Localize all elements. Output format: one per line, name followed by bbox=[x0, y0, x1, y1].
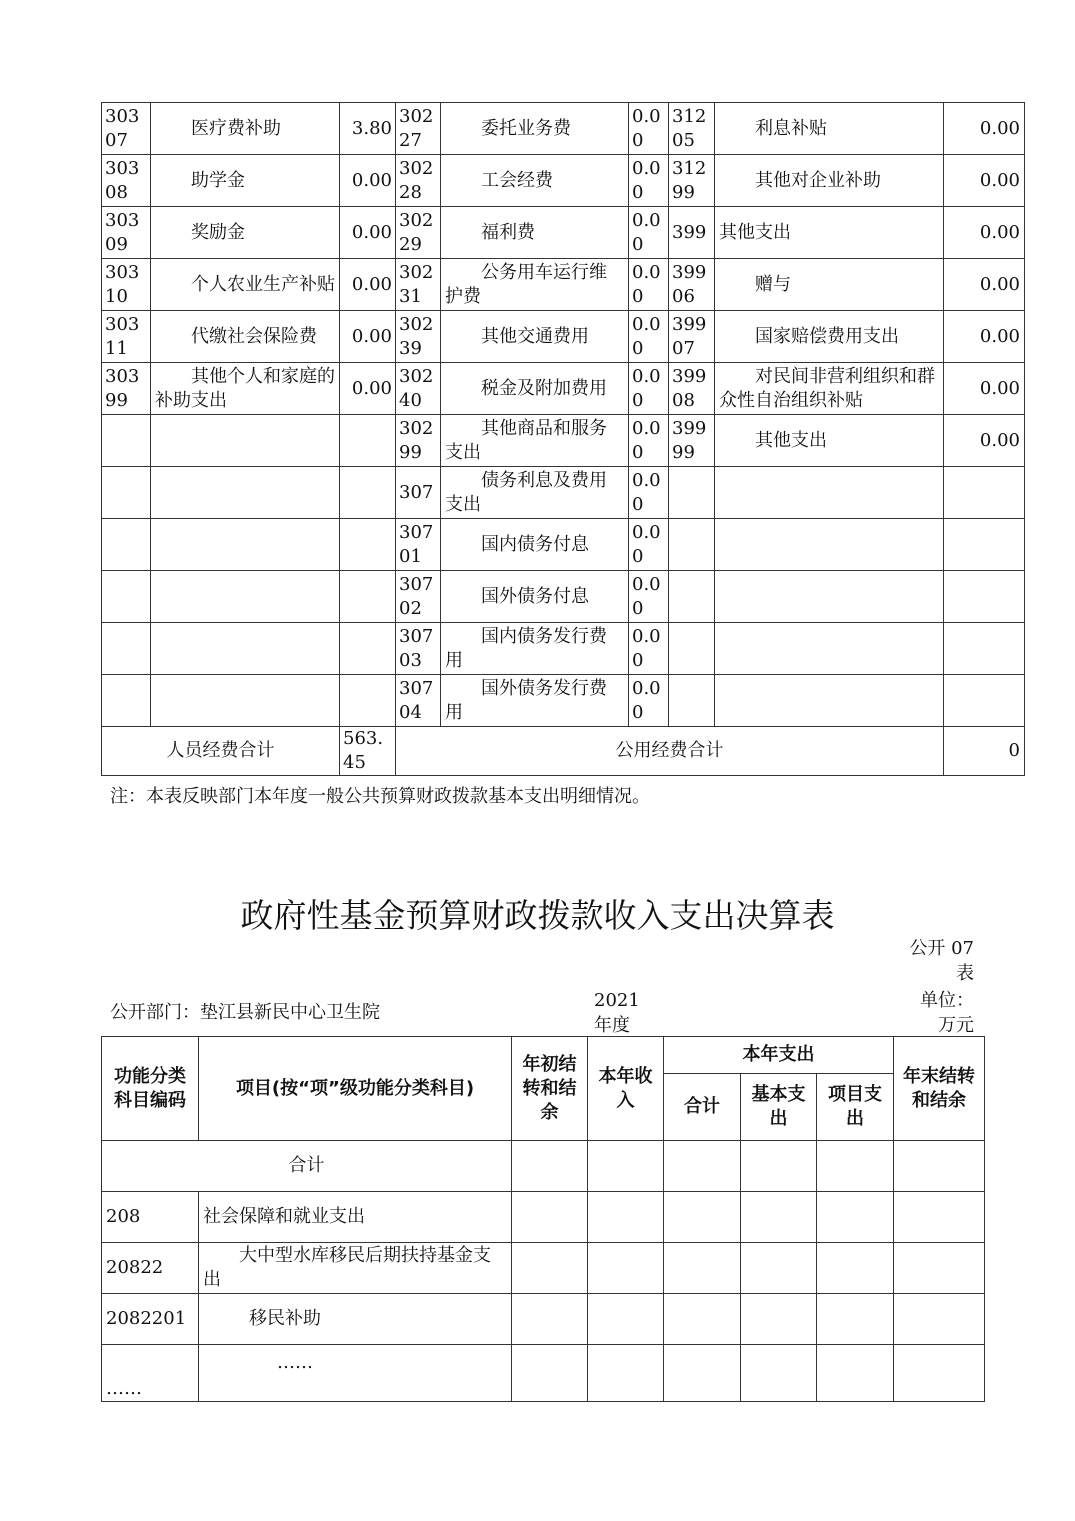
expense-code: 30309 bbox=[102, 207, 151, 259]
expense-amount: 0.00 bbox=[944, 207, 1025, 259]
header-code: 功能分类科目编码 bbox=[102, 1037, 199, 1141]
expense-amount: 0.00 bbox=[340, 311, 396, 363]
header-end: 年末结转和结余 bbox=[894, 1037, 985, 1141]
summary-row bbox=[102, 727, 1025, 776]
expense-code: 30703 bbox=[396, 623, 441, 675]
expense-amount: 0.00 bbox=[629, 155, 669, 207]
expense-code: 30311 bbox=[102, 311, 151, 363]
expense-code bbox=[102, 415, 151, 467]
expense-code: 30308 bbox=[102, 155, 151, 207]
expense-amount: 0.00 bbox=[944, 311, 1025, 363]
expense-name: 其他支出 bbox=[715, 415, 944, 467]
expense-amount: 0.00 bbox=[340, 363, 396, 415]
expense-code bbox=[669, 675, 715, 727]
expense-name: 对民间非营利组织和群众性自治组织补贴 bbox=[715, 363, 944, 415]
expense-amount: 0.00 bbox=[340, 259, 396, 311]
expense-code bbox=[102, 623, 151, 675]
function-code: 2082201 bbox=[102, 1294, 199, 1345]
expense-name bbox=[151, 467, 340, 519]
expense-amount: 0.00 bbox=[629, 415, 669, 467]
expense-amount: 0.00 bbox=[944, 155, 1025, 207]
table-row bbox=[102, 467, 1025, 519]
expense-amount: 0.00 bbox=[340, 207, 396, 259]
expense-code: 30227 bbox=[396, 103, 441, 155]
expense-name: 医疗费补助 bbox=[151, 103, 340, 155]
expense-name: 其他对企业补助 bbox=[715, 155, 944, 207]
expense-amount bbox=[944, 675, 1025, 727]
expense-code bbox=[669, 467, 715, 519]
expense-name: 公务用车运行维护费 bbox=[441, 259, 629, 311]
form-number: 公开 07 表 bbox=[909, 938, 974, 984]
table-note: 注：本表反映部门本年度一般公共预算财政拨款基本支出明细情况。 bbox=[110, 786, 650, 807]
table-row bbox=[102, 1243, 985, 1294]
expense-amount: 0.00 bbox=[629, 259, 669, 311]
public-total-label: 公用经费合计 bbox=[396, 727, 944, 776]
expense-name: 赠与 bbox=[715, 259, 944, 311]
header-income: 本年收入 bbox=[588, 1037, 664, 1141]
header-basic: 基本支出 bbox=[741, 1074, 817, 1141]
expense-name bbox=[715, 623, 944, 675]
expense-code bbox=[102, 467, 151, 519]
expense-name: 助学金 bbox=[151, 155, 340, 207]
expense-code: 30399 bbox=[102, 363, 151, 415]
header-spend: 本年支出 bbox=[664, 1037, 894, 1074]
expense-code: 39999 bbox=[669, 415, 715, 467]
table-row bbox=[102, 1345, 985, 1402]
expense-name: 国外债务发行费用 bbox=[441, 675, 629, 727]
expense-code: 30239 bbox=[396, 311, 441, 363]
expense-name bbox=[151, 571, 340, 623]
expense-amount bbox=[944, 623, 1025, 675]
expense-code: 30702 bbox=[396, 571, 441, 623]
expense-code bbox=[669, 519, 715, 571]
expense-name bbox=[715, 519, 944, 571]
expense-code: 30704 bbox=[396, 675, 441, 727]
expense-code: 30299 bbox=[396, 415, 441, 467]
table-row bbox=[102, 571, 1025, 623]
expense-code: 30231 bbox=[396, 259, 441, 311]
function-name: 大中型水库移民后期扶持基金支出 bbox=[199, 1243, 512, 1294]
expense-code bbox=[102, 571, 151, 623]
expense-code: 39907 bbox=[669, 311, 715, 363]
personnel-total-label: 人员经费合计 bbox=[102, 727, 340, 776]
expense-amount: 0.00 bbox=[629, 311, 669, 363]
expense-name: 其他个人和家庭的补助支出 bbox=[151, 363, 340, 415]
page-title: 政府性基金预算财政拨款收入支出决算表 bbox=[240, 896, 835, 935]
expense-amount: 0.00 bbox=[629, 571, 669, 623]
expense-amount: 0.00 bbox=[629, 207, 669, 259]
basic-expenditure-table bbox=[101, 102, 1025, 776]
expense-amount bbox=[340, 571, 396, 623]
expense-name: 工会经费 bbox=[441, 155, 629, 207]
expense-amount: 3.80 bbox=[340, 103, 396, 155]
expense-amount: 0.00 bbox=[944, 259, 1025, 311]
expense-name: 国家赔偿费用支出 bbox=[715, 311, 944, 363]
expense-amount: 0.00 bbox=[629, 519, 669, 571]
expense-amount: 0.00 bbox=[629, 675, 669, 727]
expense-amount: 0.00 bbox=[629, 467, 669, 519]
expense-amount: 0.00 bbox=[944, 415, 1025, 467]
expense-code: 39906 bbox=[669, 259, 715, 311]
expense-code: 31205 bbox=[669, 103, 715, 155]
table-row bbox=[102, 207, 1025, 259]
expense-code: 30240 bbox=[396, 363, 441, 415]
expense-code: 30229 bbox=[396, 207, 441, 259]
expense-name: 福利费 bbox=[441, 207, 629, 259]
function-code: 20822 bbox=[102, 1243, 199, 1294]
expense-name bbox=[151, 623, 340, 675]
table-row bbox=[102, 415, 1025, 467]
header-total: 合计 bbox=[664, 1074, 741, 1141]
expense-amount: 0.00 bbox=[944, 363, 1025, 415]
expense-amount bbox=[944, 519, 1025, 571]
expense-amount: 0.00 bbox=[944, 103, 1025, 155]
expense-name: 税金及附加费用 bbox=[441, 363, 629, 415]
table-row bbox=[102, 519, 1025, 571]
unit-label: 单位：万元 bbox=[920, 990, 974, 1036]
expense-code: 307 bbox=[396, 467, 441, 519]
total-row bbox=[102, 1141, 985, 1192]
expense-name bbox=[151, 519, 340, 571]
expense-code: 399 bbox=[669, 207, 715, 259]
expense-name: 其他交通费用 bbox=[441, 311, 629, 363]
header-row bbox=[102, 1037, 985, 1074]
expense-name bbox=[715, 467, 944, 519]
expense-code: 30701 bbox=[396, 519, 441, 571]
public-total-value: 0 bbox=[944, 727, 1025, 776]
expense-amount: 0.00 bbox=[629, 623, 669, 675]
expense-code: 30310 bbox=[102, 259, 151, 311]
table-row bbox=[102, 259, 1025, 311]
table-row bbox=[102, 675, 1025, 727]
expense-name: 其他支出 bbox=[715, 207, 944, 259]
header-item: 项目(按“项”级功能分类科目) bbox=[199, 1037, 512, 1141]
table-row bbox=[102, 311, 1025, 363]
expense-name: 国内债务发行费用 bbox=[441, 623, 629, 675]
expense-amount: 0.00 bbox=[629, 103, 669, 155]
expense-name: 国内债务付息 bbox=[441, 519, 629, 571]
expense-name: 奖励金 bbox=[151, 207, 340, 259]
expense-name: 利息补贴 bbox=[715, 103, 944, 155]
table-row bbox=[102, 623, 1025, 675]
expense-amount bbox=[340, 467, 396, 519]
expense-name: 委托业务费 bbox=[441, 103, 629, 155]
expense-name bbox=[715, 571, 944, 623]
expense-code bbox=[102, 519, 151, 571]
table-row bbox=[102, 103, 1025, 155]
header-begin: 年初结转和结余 bbox=[512, 1037, 588, 1141]
table-row bbox=[102, 155, 1025, 207]
expense-amount: 0.00 bbox=[340, 155, 396, 207]
expense-code bbox=[669, 571, 715, 623]
expense-amount bbox=[340, 675, 396, 727]
header-project: 项目支出 bbox=[817, 1074, 894, 1141]
expense-name: 债务利息及费用支出 bbox=[441, 467, 629, 519]
gov-fund-table bbox=[101, 1036, 985, 1402]
total-label: 合计 bbox=[102, 1141, 512, 1192]
expense-name: 其他商品和服务支出 bbox=[441, 415, 629, 467]
function-name: …… bbox=[199, 1345, 512, 1402]
function-code: …… bbox=[102, 1345, 199, 1402]
function-name: 移民补助 bbox=[199, 1294, 512, 1345]
expense-amount bbox=[944, 467, 1025, 519]
department-label: 公开部门：垫江县新民中心卫生院 bbox=[110, 1002, 380, 1023]
function-code: 208 bbox=[102, 1192, 199, 1243]
expense-code bbox=[669, 623, 715, 675]
expense-name: 国外债务付息 bbox=[441, 571, 629, 623]
expense-name bbox=[715, 675, 944, 727]
table-row bbox=[102, 1192, 985, 1243]
function-name: 社会保障和就业支出 bbox=[199, 1192, 512, 1243]
expense-code: 30307 bbox=[102, 103, 151, 155]
expense-amount bbox=[944, 571, 1025, 623]
expense-amount bbox=[340, 415, 396, 467]
expense-amount: 0.00 bbox=[629, 363, 669, 415]
expense-code: 31299 bbox=[669, 155, 715, 207]
expense-name bbox=[151, 675, 340, 727]
table-row bbox=[102, 1294, 985, 1345]
expense-code: 39908 bbox=[669, 363, 715, 415]
personnel-total-value: 563.45 bbox=[340, 727, 396, 776]
expense-code bbox=[102, 675, 151, 727]
table-row bbox=[102, 363, 1025, 415]
expense-amount bbox=[340, 623, 396, 675]
expense-name: 个人农业生产补贴 bbox=[151, 259, 340, 311]
expense-code: 30228 bbox=[396, 155, 441, 207]
fiscal-year: 2021 年度 bbox=[594, 990, 640, 1036]
expense-amount bbox=[340, 519, 396, 571]
expense-name: 代缴社会保险费 bbox=[151, 311, 340, 363]
expense-name bbox=[151, 415, 340, 467]
